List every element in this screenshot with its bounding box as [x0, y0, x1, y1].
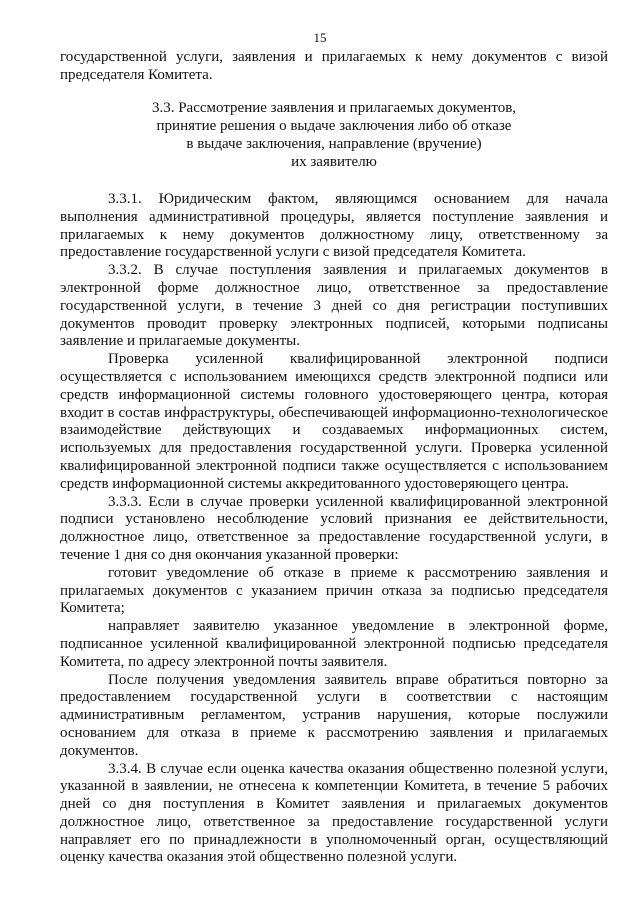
intro-block: [60, 49, 608, 85]
paragraph-3-3-2: 3.3.2. В случае поступления заявления и прилагаемых документов в электронной форме должностное лицо, ответственное за предоставление государственной услуги, в течение 3 дней со дня регистрации поступивших документов проводит проверку электронных подписей, которыми подписаны заявление и прилагаемые документы.: [60, 262, 608, 350]
section-heading: [60, 99, 608, 171]
paragraph-3-3-4: 3.3.4. В случае если оценка качества оказания общественно полезной услуги, указанной в заявлении, не отнесена к компетенции Комитета, в течение 5 рабочих дней со дня поступления в Комитет заявления и прилагаемых документов должностное лицо, ответственное за предоставление государственной услуги направляет его по принадлежности в уполномоченный орган, осуществляющий оценку качества оказания этой общественно полезной услуги.: [60, 760, 608, 866]
page-number: 15: [313, 30, 327, 45]
heading-line: их заявителю: [291, 154, 377, 170]
heading-line: принятие решения о выдаче заключения либо об отказе: [156, 118, 512, 134]
paragraph-prepares-notice: готовит уведомление об отказе в приеме к рассмотрению заявления и прилагаемых документов с указанием причин отказа за подписью председателя Комитета;: [60, 564, 608, 617]
heading-line: в выдаче заключения, направление (вручение): [186, 136, 482, 152]
body-text: [60, 191, 608, 867]
paragraph-3-3-1: 3.3.1. Юридическим фактом, являющимся основанием для начала выполнения административной процедуры, является поступление заявления и прилагаемых к нему документов должностному лицу, ответственному за предоставление государственной услуги с визой председателя Комитета.: [60, 191, 608, 261]
paragraph-signature-check: Проверка усиленной квалифицированной электронной подписи осуществляется с использованием имеющихся средств электронной подписи или средств информационной системы головного удостоверяющего центра, которая входит в состав инфраструктуры, обеспечивающей информационно-технологическое взаимодействие действующих и создаваемых информационных систем, используемых для предоставления государственной услуги. Проверка усиленной квалифицированной электронной подписи также осуществляется с использованием средств информационной системы аккредитованного удостоверяющего центра.: [60, 351, 608, 492]
paragraph-sends-notice: направляет заявителю указанное уведомление в электронной форме, подписанное усиленной квалифицированной электронной подписью председателя Комитета, по адресу электронной почты заявителя.: [60, 618, 608, 670]
intro-paragraph: государственной услуги, заявления и прилагаемых к нему документов с визой председателя Комитета.: [60, 49, 608, 83]
heading-line: 3.3. Рассмотрение заявления и прилагаемых документов,: [151, 100, 517, 116]
paragraph-3-3-3: 3.3.3. Если в случае проверки усиленной квалифицированной электронной подписи установлено несоблюдение условий признания ее действительности, должностное лицо, ответственное за предоставление государственной услуги, в течение 1 дня со дня окончания указанной проверки:: [60, 493, 608, 563]
paragraph-after-notice: После получения уведомления заявитель вправе обратиться повторно за предоставлением государственной услуги в соответствии с настоящим административным регламентом, устранив нарушения, которые послужили основанием для отказа в приеме к рассмотрению заявления и прилагаемых документов.: [60, 671, 608, 759]
